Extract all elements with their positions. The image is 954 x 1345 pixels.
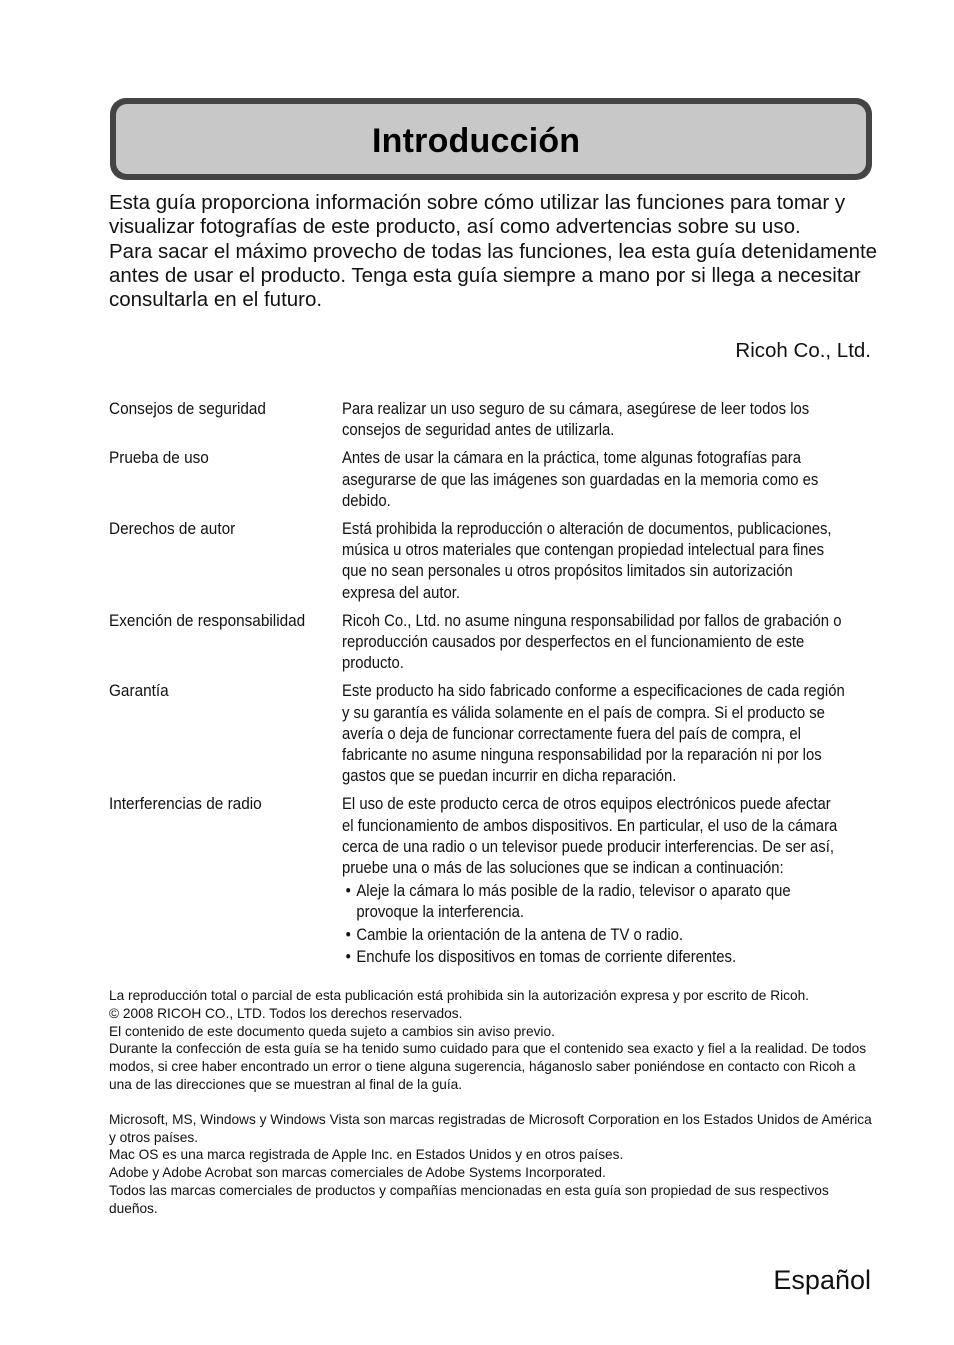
legal-notice xyxy=(109,987,879,1218)
bullet-icon: • xyxy=(345,881,351,900)
intro-paragraph: Para sacar el máximo provecho de todas las funciones, lea esta guía detenidamente antes de usar el producto. Tenga esta guía siempre a mano por si llega a necesitar consultarla en el futuro. xyxy=(109,239,878,312)
bullet-icon: • xyxy=(345,925,351,944)
legal-line: El contenido de este documento queda sujeto a cambios sin aviso previo. xyxy=(109,1023,555,1039)
note-text: Ricoh Co., Ltd. no asume ninguna responsabilidad por fallos de grabación o reproducción causados por desperfectos en el funcionamiento de este producto. xyxy=(342,611,842,673)
bullet-icon: • xyxy=(345,948,351,967)
trademark-line: Adobe y Adobe Acrobat son marcas comerciales de Adobe Systems Incorporated. xyxy=(109,1165,606,1181)
note-text: Antes de usar la cámara en la práctica, tome algunas fotografías para asegurarse de que las imágenes son guardadas en la memoria como es debido. xyxy=(342,449,819,510)
note-label: Consejos de seguridad xyxy=(109,400,266,418)
note-row xyxy=(109,681,879,787)
notes-table xyxy=(109,399,879,976)
trademark-line: Mac OS es una marca registrada de Apple Inc. en Estados Unidos y en otros países. xyxy=(109,1147,624,1163)
bullet-text: Cambie la orientación de la antena de TV o radio. xyxy=(356,925,684,944)
note-row xyxy=(109,448,879,512)
trademark-line: Microsoft, MS, Windows y Windows Vista son marcas registradas de Microsoft Corporation en los Estados Unidos de América y otros países. xyxy=(109,1111,872,1145)
language-label: Español xyxy=(773,1265,871,1295)
note-text-block xyxy=(342,794,846,968)
note-row xyxy=(109,399,879,441)
note-label: Garantía xyxy=(109,682,169,701)
note-text: Este producto ha sido fabricado conforme a especificaciones de cada región y su garantía es válida solamente en el país de compra. Si el producto se avería o deja de funcionar correctamente fuera del país de compra, el fabricante no asume ninguna responsabilidad por la reparación ni por los gastos que se puedan incurrir en dicha reparación. xyxy=(342,682,845,786)
title-banner xyxy=(110,98,872,180)
intro-paragraph: Esta guía proporciona información sobre cómo utilizar las funciones para tomar y visualizar fotografías de este producto, así como advertencias sobre su uso. xyxy=(109,191,846,239)
legal-spacer xyxy=(109,1094,879,1111)
legal-line: © 2008 RICOH CO., LTD. Todos los derechos reservados. xyxy=(109,1005,463,1021)
page-title: Introducción xyxy=(372,122,581,160)
bullet-item xyxy=(342,947,846,968)
trademark-line: Todos las marcas comerciales de productos y compañías mencionadas en esta guía son propiedad de sus respectivos dueños. xyxy=(109,1182,829,1216)
bullet-text: Enchufe los dispositivos en tomas de corriente diferentes. xyxy=(356,948,737,967)
note-row xyxy=(109,794,879,968)
note-label: Prueba de uso xyxy=(109,449,209,468)
note-row xyxy=(109,519,879,604)
note-label: Interferencias de radio xyxy=(109,795,262,814)
note-text: Para realizar un uso seguro de su cámara, asegúrese de leer todos los consejos de seguridad antes de utilizarla. xyxy=(342,400,810,440)
note-label: Exención de responsabilidad xyxy=(109,611,306,630)
bullet-text: Aleje la cámara lo más posible de la radio, televisor o aparato que provoque la interferencia. xyxy=(356,881,791,921)
legal-line: Durante la confección de esta guía se ha tenido sumo cuidado para que el contenido sea exacto y fiel a la realidad. De todos modos, si cree haber encontrado un error o tiene alguna sugerencia, háganoslo saber poniéndose en contacto con Ricoh a una de las direcciones que se muestran al final de la guía. xyxy=(109,1041,867,1092)
note-row xyxy=(109,611,879,675)
bullet-list xyxy=(342,881,846,969)
signature: Ricoh Co., Ltd. xyxy=(735,339,871,362)
title-banner-inner xyxy=(116,104,866,174)
note-text: Está prohibida la reproducción o alteración de documentos, publicaciones, música u otros materiales que contengan propiedad intelectual para fines que no sean personales u otros propósitos limitados sin autorización expresa del autor. xyxy=(342,520,832,602)
bullet-item xyxy=(342,881,846,923)
legal-line: La reproducción total o parcial de esta publicación está prohibida sin la autorización expresa y por escrito de Ricoh. xyxy=(109,988,809,1003)
bullet-item xyxy=(342,925,846,946)
intro-section xyxy=(109,191,879,312)
note-label: Derechos de autor xyxy=(109,520,236,539)
note-text: El uso de este producto cerca de otros equipos electrónicos puede afectar el funcionamiento de ambos dispositivos. En particular, el uso de la cámara cerca de una radio o un televisor puede producir interferencias. De ser así, pruebe una o más de las soluciones que se indican a continuación: xyxy=(342,795,838,878)
